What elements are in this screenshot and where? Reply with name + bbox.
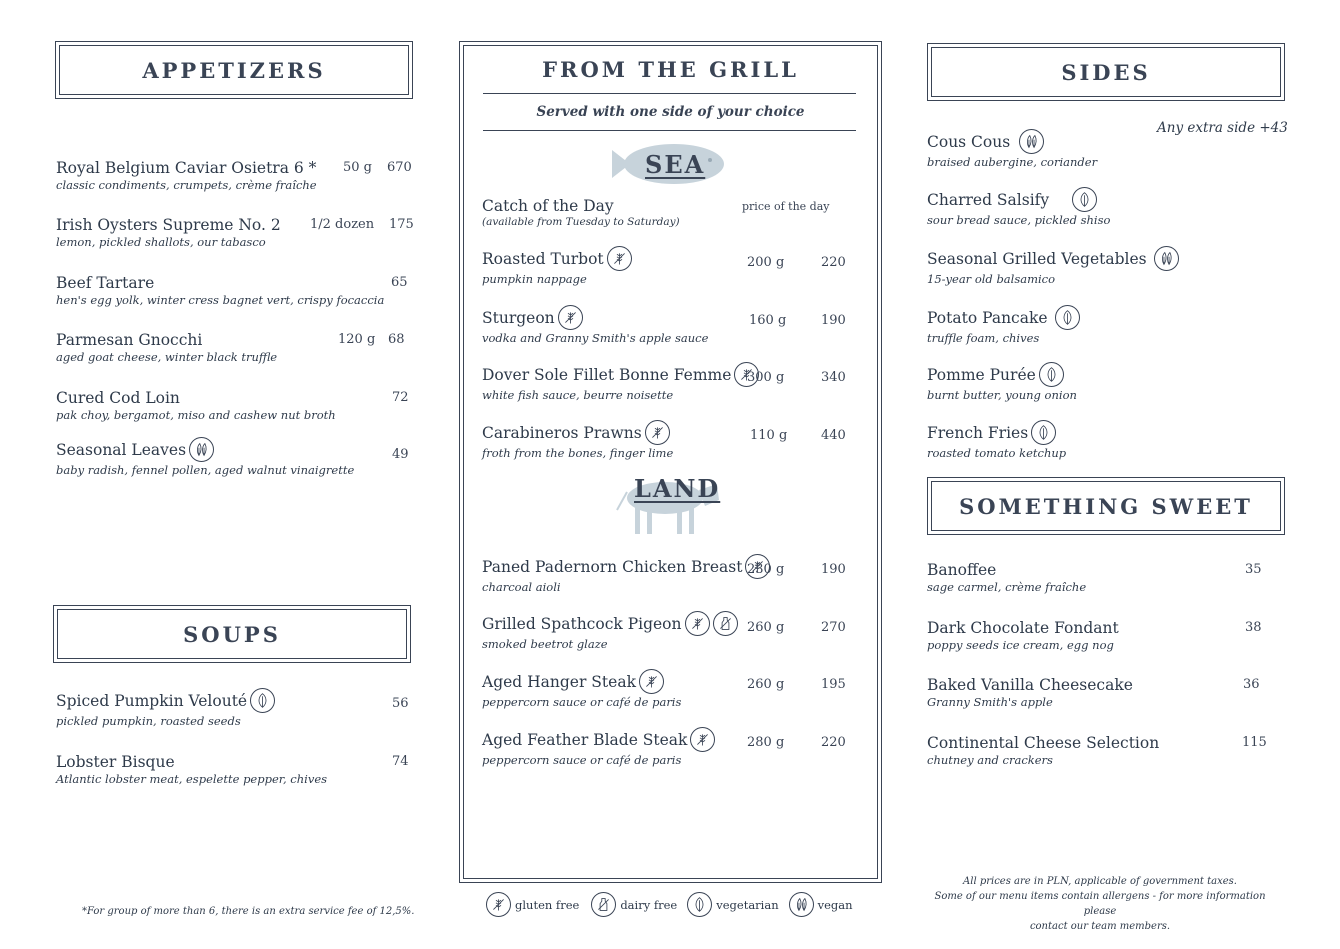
item-name: Spiced Pumpkin Velouté xyxy=(56,691,248,710)
menu-item xyxy=(56,437,354,477)
vegetarian-icon xyxy=(687,892,712,917)
vegan-icon xyxy=(1154,246,1179,271)
item-desc: pickled pumpkin, roasted seeds xyxy=(56,714,241,728)
item-name: Grilled Spathcock Pigeon xyxy=(482,614,682,633)
item-qty: price of the day xyxy=(742,200,830,213)
service-fee-note: *For group of more than 6, there is an extra service fee of 12,5%. xyxy=(82,906,415,917)
item-desc: aged goat cheese, winter black truffle xyxy=(56,350,278,364)
item-desc: Atlantic lobster meat, espelette pepper, chives xyxy=(56,772,328,786)
item-desc: poppy seeds ice cream, egg nog xyxy=(927,638,1114,652)
item-name: Irish Oysters Supreme No. 2 xyxy=(56,216,281,234)
item-name: Seasonal Leaves xyxy=(56,440,187,459)
vegetarian-icon xyxy=(1055,305,1080,330)
item-price: 440 xyxy=(821,428,846,443)
footer-line: Some of our menu items contain allergens - for more information please xyxy=(934,891,1266,917)
soups-title: SOUPS xyxy=(183,621,281,647)
item-desc: chutney and crackers xyxy=(927,753,1053,767)
menu-item xyxy=(927,362,1077,402)
item-price: 56 xyxy=(392,696,409,711)
footer-notes xyxy=(920,874,1280,934)
menu-item xyxy=(56,215,281,249)
item-price: 115 xyxy=(1242,735,1267,750)
vegetarian-icon xyxy=(1031,420,1056,445)
item-desc: hen's egg yolk, winter cress bagnet vert, crispy focaccia xyxy=(56,293,385,307)
item-desc: froth from the bones, finger lime xyxy=(482,446,674,460)
menu-item xyxy=(927,305,1080,345)
menu-item xyxy=(482,362,759,402)
footer-line: contact our team members. xyxy=(1029,921,1171,932)
footer-line: All prices are in PLN, applicable of government taxes. xyxy=(963,876,1237,887)
menu-item xyxy=(927,560,1086,594)
item-price: 49 xyxy=(392,447,409,462)
divider xyxy=(483,93,856,94)
item-price: 68 xyxy=(388,332,405,347)
menu-item xyxy=(482,420,673,460)
allergen-legend xyxy=(486,892,853,917)
item-name: Baked Vanilla Cheesecake xyxy=(927,676,1133,694)
appetizers-title: APPETIZERS xyxy=(142,57,326,83)
menu-item xyxy=(56,388,336,422)
gluten-free-icon xyxy=(639,669,664,694)
vegetarian-icon xyxy=(1039,362,1064,387)
item-name: Sturgeon xyxy=(482,308,555,327)
item-qty: 280 g xyxy=(747,735,785,750)
gluten-free-icon xyxy=(486,892,511,917)
menu-item xyxy=(56,330,277,364)
menu-item xyxy=(482,727,715,767)
menu-item xyxy=(56,752,327,786)
menu-item xyxy=(482,554,770,594)
grill-subtitle: Served with one side of your choice xyxy=(536,104,805,120)
item-price: 190 xyxy=(821,313,846,328)
item-name: Pomme Purée xyxy=(927,365,1036,384)
item-price: 340 xyxy=(821,370,846,385)
item-name: Roasted Turbot xyxy=(482,249,604,268)
vegan-icon xyxy=(789,892,814,917)
item-desc: classic condiments, crumpets, crème fraîche xyxy=(56,178,317,192)
item-name: French Fries xyxy=(927,423,1029,442)
item-name: Continental Cheese Selection xyxy=(927,734,1160,752)
item-name: Parmesan Gnocchi xyxy=(56,331,203,349)
item-qty: 1/2 dozen xyxy=(310,217,375,232)
item-name: Potato Pancake xyxy=(927,308,1048,327)
menu-item xyxy=(927,675,1133,709)
item-desc: charcoal aioli xyxy=(482,580,561,594)
menu-item xyxy=(927,246,1179,286)
item-qty: 300 g xyxy=(747,370,785,385)
extra-side-note: Any extra side +43 xyxy=(1157,120,1288,136)
item-name: Aged Hanger Steak xyxy=(482,672,636,691)
vegan-icon xyxy=(189,437,214,462)
menu-item xyxy=(482,246,632,286)
item-name: Lobster Bisque xyxy=(56,753,175,771)
menu-item xyxy=(482,305,708,345)
item-price: 195 xyxy=(821,677,846,692)
menu-item xyxy=(56,273,384,307)
sweet-title: SOMETHING SWEET xyxy=(959,493,1253,519)
item-desc: smoked beetrot glaze xyxy=(482,637,608,651)
item-name: Seasonal Grilled Vegetables xyxy=(927,249,1147,268)
gluten-free-icon xyxy=(645,420,670,445)
item-price: 74 xyxy=(392,754,409,769)
item-desc: peppercorn sauce or café de paris xyxy=(482,753,682,767)
item-qty: 120 g xyxy=(338,332,376,347)
item-price: 38 xyxy=(1245,620,1262,635)
item-price: 220 xyxy=(821,735,846,750)
item-price: 220 xyxy=(821,255,846,270)
item-name: Royal Belgium Caviar Osietra 6 * xyxy=(56,159,317,177)
item-name: Carabineros Prawns xyxy=(482,423,642,442)
legend-label: gluten free xyxy=(515,897,580,912)
gluten-free-icon xyxy=(558,305,583,330)
item-price: 36 xyxy=(1243,677,1260,692)
item-qty: 160 g xyxy=(749,313,787,328)
item-price: 35 xyxy=(1245,562,1262,577)
item-desc: Granny Smith's apple xyxy=(927,695,1053,709)
menu-item xyxy=(927,733,1159,767)
legend-label: dairy free xyxy=(620,897,678,912)
grill-title: FROM THE GRILL xyxy=(542,57,799,82)
item-name: Dover Sole Fillet Bonne Femme xyxy=(482,365,732,384)
gluten-free-icon xyxy=(685,611,710,636)
item-desc: braised aubergine, coriander xyxy=(927,155,1098,169)
item-name: Cous Cous xyxy=(927,132,1011,151)
item-price: 65 xyxy=(391,275,408,290)
item-price: 72 xyxy=(392,390,409,405)
vegan-icon xyxy=(1019,129,1044,154)
item-name: Aged Feather Blade Steak xyxy=(482,730,688,749)
legend-label: vegetarian xyxy=(716,897,779,912)
item-desc: baby radish, fennel pollen, aged walnut vinaigrette xyxy=(56,463,355,477)
dairy-free-icon xyxy=(591,892,616,917)
item-price: 190 xyxy=(821,562,846,577)
item-qty: 110 g xyxy=(750,428,788,443)
appetizers-heading-box xyxy=(55,41,413,99)
menu-item xyxy=(482,611,738,651)
gluten-free-icon xyxy=(607,246,632,271)
sides-heading-box xyxy=(927,43,1285,101)
menu-item xyxy=(482,196,680,228)
item-desc: 15-year old balsamico xyxy=(927,272,1056,286)
item-qty: 260 g xyxy=(747,620,785,635)
sweet-heading-box xyxy=(927,477,1285,535)
land-label: LAND xyxy=(634,474,721,503)
sides-title: SIDES xyxy=(1061,59,1151,85)
item-name: Banoffee xyxy=(927,561,997,579)
item-qty: 200 g xyxy=(747,255,785,270)
menu-item xyxy=(927,187,1110,227)
item-qty: 50 g xyxy=(343,160,372,175)
gluten-free-icon xyxy=(690,727,715,752)
vegetarian-icon xyxy=(250,688,275,713)
menu-item xyxy=(927,129,1097,169)
item-desc: peppercorn sauce or café de paris xyxy=(482,695,682,709)
item-desc: white fish sauce, beurre noisette xyxy=(482,388,674,402)
item-desc: sage carmel, crème fraîche xyxy=(927,580,1087,594)
item-name: Catch of the Day xyxy=(482,197,614,215)
item-desc: pumpkin nappage xyxy=(482,272,587,286)
item-desc: vodka and Granny Smith's apple sauce xyxy=(482,331,709,345)
item-qty: 260 g xyxy=(747,677,785,692)
menu-item xyxy=(927,618,1119,652)
item-desc: (available from Tuesday to Saturday) xyxy=(482,216,680,228)
item-desc: roasted tomato ketchup xyxy=(927,446,1067,460)
item-desc: sour bread sauce, pickled shiso xyxy=(927,213,1111,227)
menu-item xyxy=(56,158,317,192)
item-name: Cured Cod Loin xyxy=(56,389,180,407)
item-name: Paned Padernorn Chicken Breast xyxy=(482,557,743,576)
dairy-free-icon xyxy=(713,611,738,636)
item-desc: truffle foam, chives xyxy=(927,331,1040,345)
item-desc: burnt butter, young onion xyxy=(927,388,1077,402)
item-name: Beef Tartare xyxy=(56,274,155,292)
item-name: Dark Chocolate Fondant xyxy=(927,619,1119,637)
item-name: Charred Salsify xyxy=(927,190,1050,209)
divider xyxy=(483,130,856,131)
item-price: 270 xyxy=(821,620,846,635)
soups-heading-box xyxy=(53,605,411,663)
sea-label: SEA xyxy=(645,150,706,179)
item-desc: pak choy, bergamot, miso and cashew nut broth xyxy=(56,408,336,422)
menu-item xyxy=(482,669,681,709)
legend-label: vegan xyxy=(817,897,853,912)
menu-item xyxy=(927,420,1066,460)
menu-item xyxy=(56,688,275,728)
item-price: 670 xyxy=(387,160,412,175)
item-qty: 230 g xyxy=(747,562,785,577)
item-price: 175 xyxy=(389,217,414,232)
vegetarian-icon xyxy=(1072,187,1097,212)
item-desc: lemon, pickled shallots, our tabasco xyxy=(56,235,266,249)
